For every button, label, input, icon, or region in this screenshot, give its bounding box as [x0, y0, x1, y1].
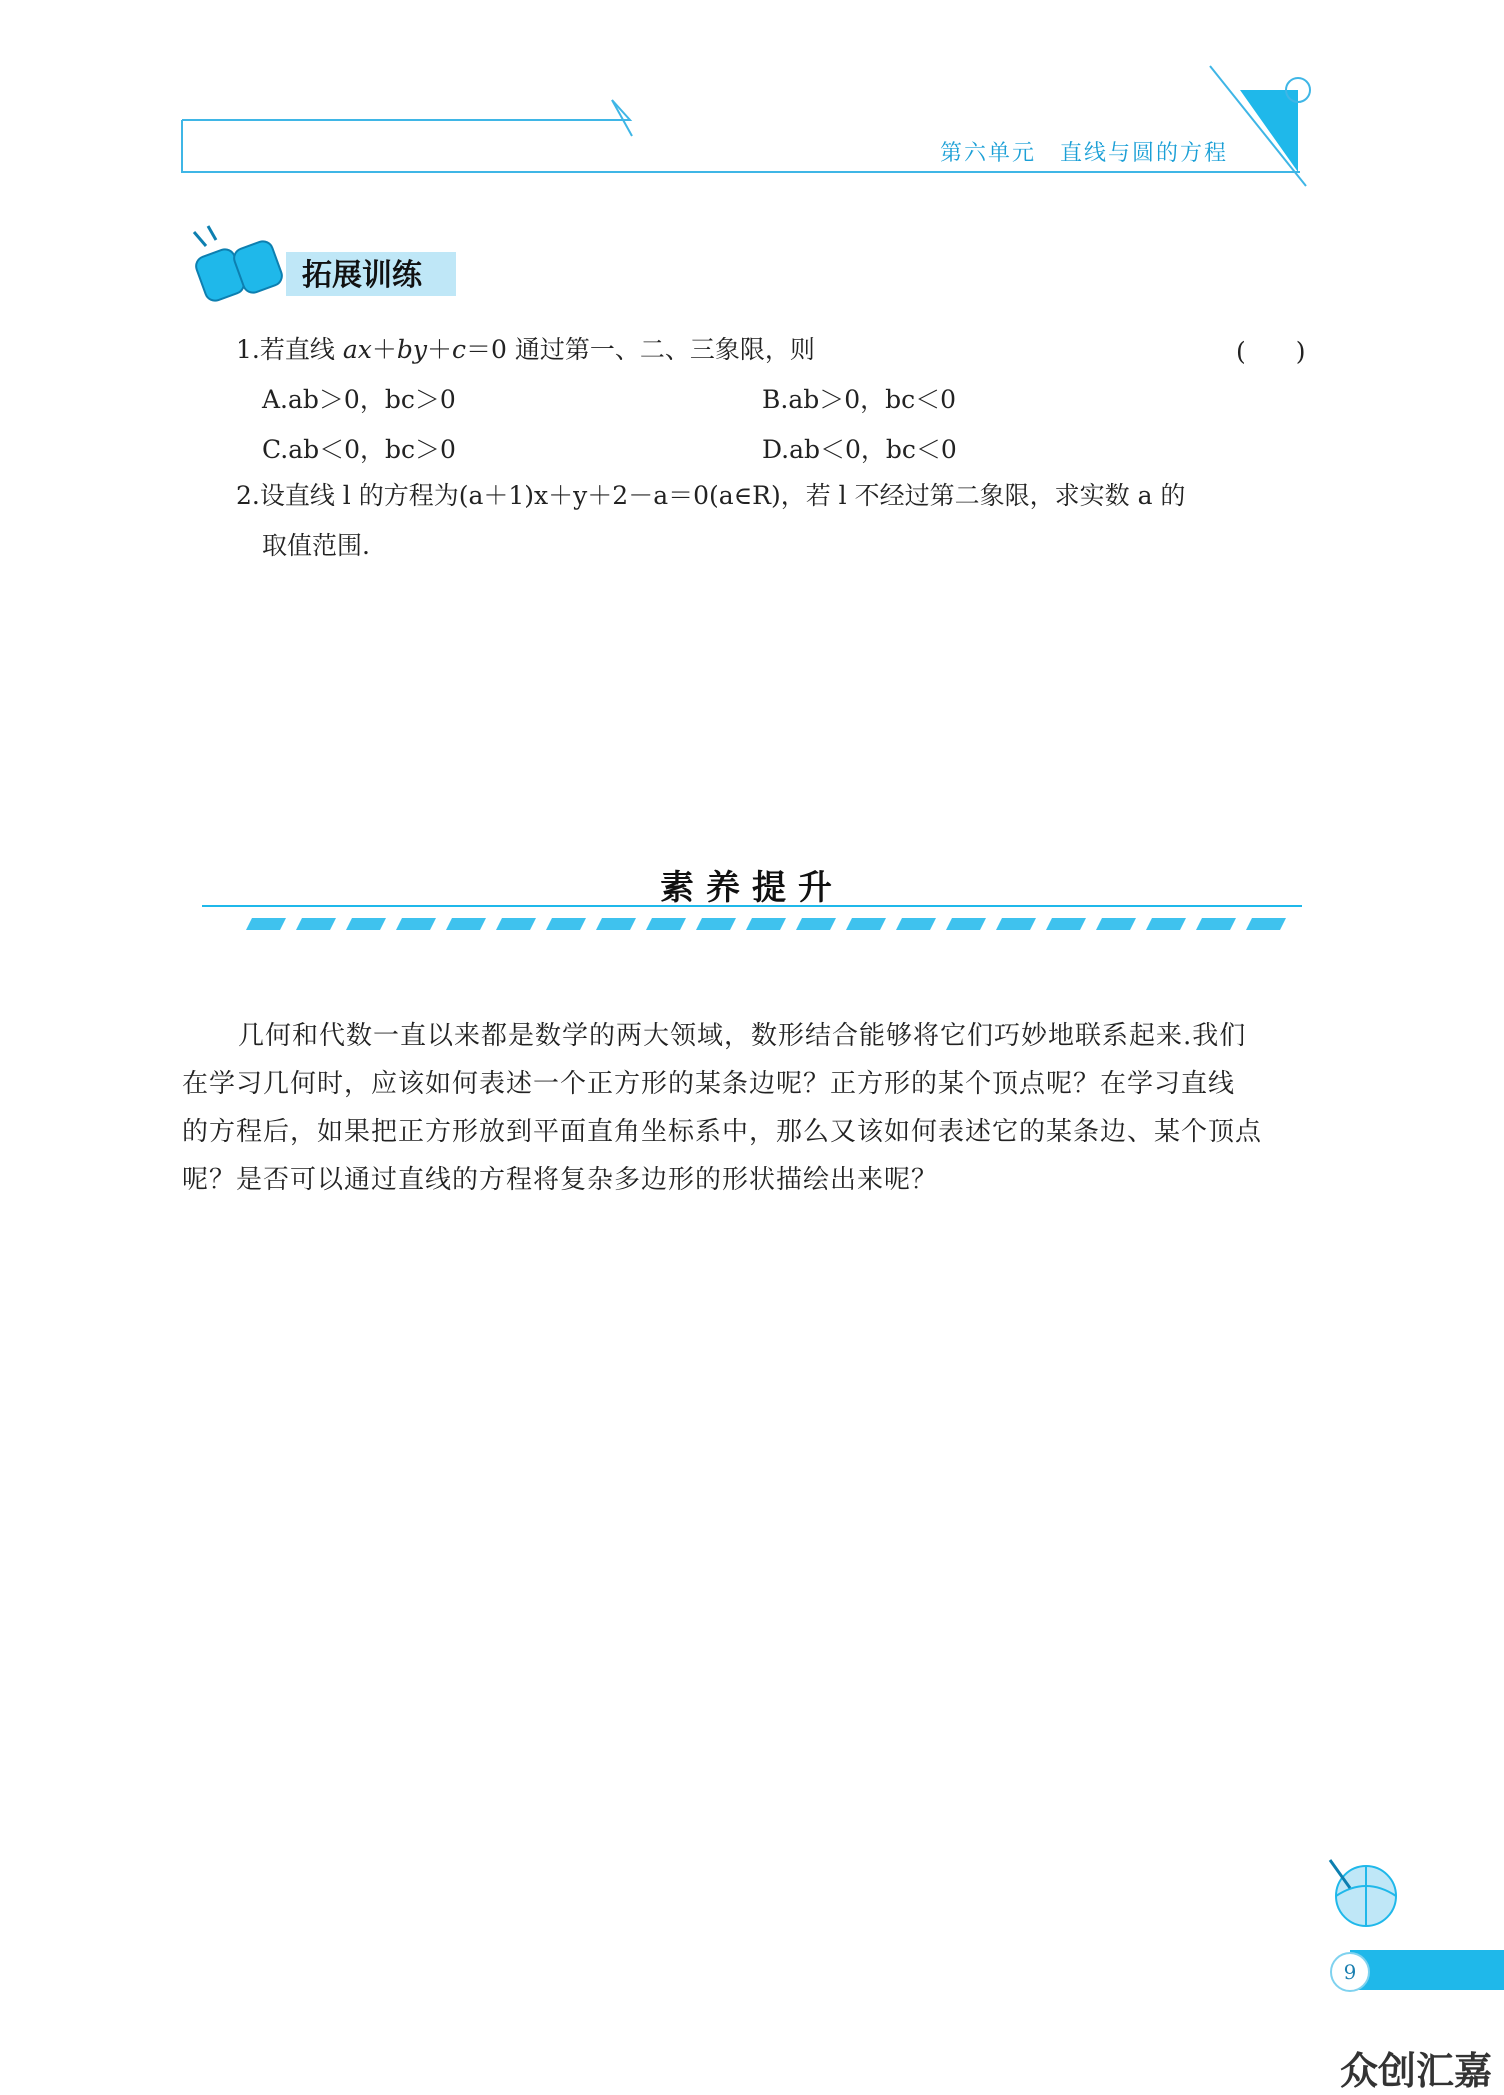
paragraph-line: 几何和代数一直以来都是数学的两大领域，数形结合能够将它们巧妙地联系起来.我们 — [238, 1021, 1247, 1051]
stripe — [596, 918, 636, 930]
option-d: D.ab＜0，bc＜0 — [762, 435, 957, 464]
stripe — [396, 918, 436, 930]
stripe — [1096, 918, 1136, 930]
section-badge-label: 拓展训练 — [302, 258, 422, 293]
paragraph-line: 的方程后，如果把正方形放到平面直角坐标系中，那么又该如何表述它的某条边、某个顶点 — [182, 1117, 1263, 1147]
stripe — [696, 918, 736, 930]
stripe — [646, 918, 686, 930]
stripe — [1196, 918, 1236, 930]
question-1: 1.若直线 ax＋by＋c＝0 通过第一、二、三象限，则 — [236, 335, 815, 364]
paragraph-line: 在学习几何时，应该如何表述一个正方形的某条边呢？正方形的某个顶点呢？在学习直线 — [182, 1069, 1236, 1099]
option-b: B.ab＞0，bc＜0 — [762, 385, 957, 414]
title-underline-decoration — [0, 900, 1504, 940]
globe-icon — [1330, 1860, 1396, 1926]
stripe — [796, 918, 836, 930]
stripe — [446, 918, 486, 930]
stripe — [996, 918, 1036, 930]
stripe — [1046, 918, 1086, 930]
unit-title: 第六单元 直线与圆的方程 — [940, 141, 1229, 166]
answer-bracket: ( ) — [1236, 337, 1306, 366]
section-title: 素养提升 — [660, 868, 844, 908]
stripe — [946, 918, 986, 930]
stripe — [846, 918, 886, 930]
paragraph-line: 呢？是否可以通过直线的方程将复杂多边形的形状描绘出来呢？ — [182, 1165, 939, 1195]
stripe — [246, 918, 286, 930]
stripe — [896, 918, 936, 930]
stripe — [746, 918, 786, 930]
section-paragraph — [182, 1012, 1322, 1204]
stripe — [546, 918, 586, 930]
option-a: A.ab＞0，bc＞0 — [262, 385, 456, 414]
stripe — [496, 918, 536, 930]
option-c: C.ab＜0，bc＞0 — [262, 435, 456, 464]
stripe — [296, 918, 336, 930]
header-decoration — [0, 0, 1504, 200]
stripe — [1246, 918, 1286, 930]
question-2: 2.设直线 l 的方程为(a＋1)x＋y＋2－a＝0(a∈R)，若 l 不经过第二象限，求实数 a 的 — [236, 481, 1186, 510]
question-2-continued: 取值范围. — [262, 531, 370, 560]
stripe — [346, 918, 386, 930]
binoculars-icon — [193, 226, 284, 303]
page-number: 9 — [1330, 1952, 1370, 1992]
watermark: 众创汇嘉 — [1340, 2049, 1493, 2093]
stripe — [1146, 918, 1186, 930]
